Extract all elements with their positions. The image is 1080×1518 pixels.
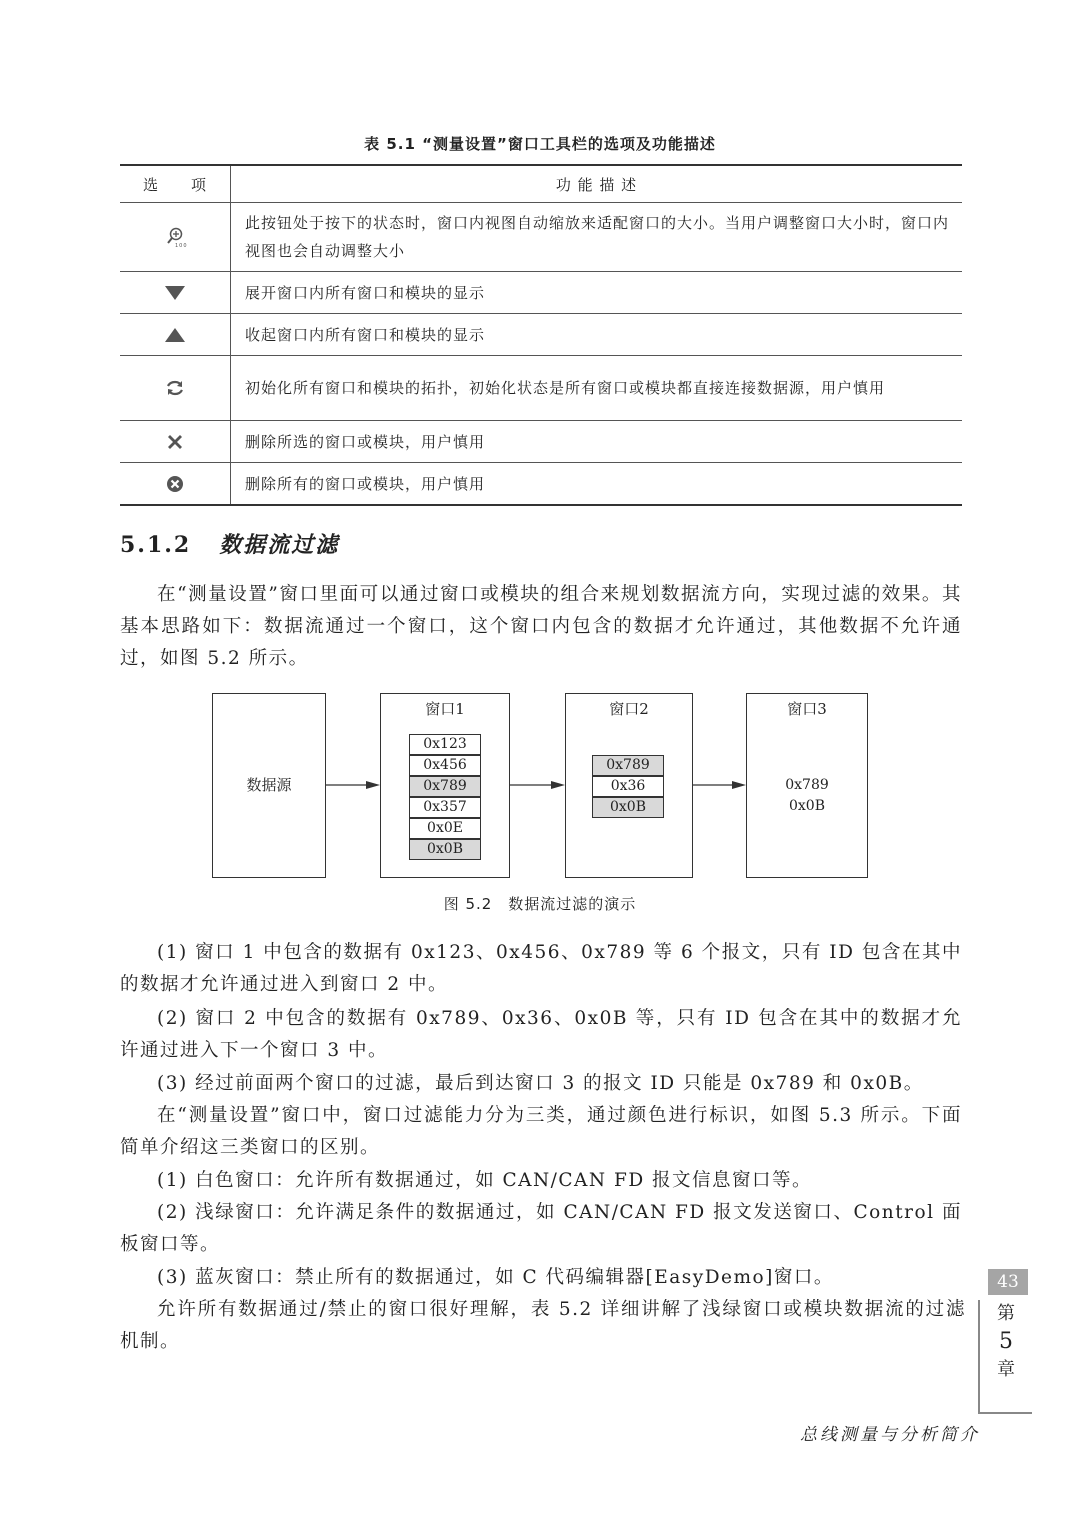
page-number: 43 [988,1269,1028,1295]
section-number: 5.1.2 [120,532,192,558]
arrow-window2-to-window3 [693,781,746,789]
expand-triangle-down-icon [164,285,186,301]
window3-box [746,693,868,878]
options-table [120,164,962,506]
window1-title: 窗口1 [425,700,465,718]
window1-item: 0x456 [409,755,481,776]
col-header-desc: 功 能 描 述 [231,165,963,203]
chapter-number: 5 [999,1329,1013,1354]
paragraph-white: (1) 白色窗口：允许所有数据通过，如 CAN/CAN FD 报文信息窗口等。 [157,1170,813,1191]
window1-item: 0x789 [409,776,481,797]
paragraph-closing: 允许所有数据通过/禁止的窗口很好理解，表 5.2 详细讲解了浅绿窗口或模块数据流的过滤机制。 [120,1299,966,1352]
arrow-window1-to-window2 [510,781,565,789]
row-desc-collapse: 收起窗口内所有窗口和模块的显示 [231,314,963,356]
intro-paragraph: 在“测量设置”窗口里面可以通过窗口或模块的组合来规划数据流方向，实现过滤的效果。其基本思路如下：数据流通过一个窗口，这个窗口内包含的数据才允许通过，其他数据不允许通过，如图 5.2 所示。 [120,584,962,669]
window2-item: 0x789 [592,755,664,776]
arrow-source-to-window1 [326,781,380,789]
chapter-prefix: 第 [997,1303,1015,1324]
window2-item: 0x36 [592,776,664,797]
window2-box [565,693,693,878]
window1-box [380,693,510,878]
paragraph-item-2: (2) 窗口 2 中包含的数据有 0x789、0x36、0x0B 等，只有 ID 包含在其中的数据才允许通过进入下一个窗口 3 中。 [120,1008,962,1061]
delete-x-icon [167,434,183,450]
window1-item: 0x123 [409,734,481,755]
window1-item: 0x0E [409,818,481,839]
collapse-triangle-up-icon [164,327,186,343]
window1-item: 0x0B [409,839,481,860]
row-desc-reset: 初始化所有窗口和模块的拓扑，初始化状态是所有窗口或模块都直接连接数据源，用户慎用 [231,356,963,421]
paragraph-classes: 在“测量设置”窗口中，窗口过滤能力分为三类，通过颜色进行标识，如图 5.3 所示。下面简单介绍这三类窗口的区别。 [120,1105,962,1158]
paragraph-green: (2) 浅绿窗口：允许满足条件的数据通过，如 CAN/CAN FD 报文发送窗口、Control 面板窗口等。 [120,1202,962,1255]
window2-item: 0x0B [592,797,664,818]
table-row [120,314,962,356]
paragraph-item-3: (3) 经过前面两个窗口的过滤，最后到达窗口 3 的报文 ID 只能是 0x789 和 0x0B。 [157,1073,924,1094]
delete-all-circle-x-icon [166,475,184,493]
data-source-box [212,693,326,878]
table-row [120,421,962,463]
section-heading [120,528,339,559]
chapter-suffix: 章 [997,1359,1015,1380]
col-header-option: 选 项 [120,165,231,203]
row-desc-zoom: 此按钮处于按下的状态时，窗口内视图自动缩放来适配窗口的大小。当用户调整窗口大小时，窗口内视图也会自动调整大小 [231,203,963,272]
figure-caption: 图 5.2 数据流过滤的演示 [443,895,637,913]
table-row [120,272,962,314]
section-title: 数据流过滤 [219,532,340,558]
footer-title: 总线测量与分析简介 [800,1425,980,1445]
window3-title: 窗口3 [787,700,827,718]
svg-text:100: 100 [175,243,188,249]
window3-item: 0x0B [789,798,825,814]
chapter-tab [978,1300,1032,1414]
window1-item: 0x357 [409,797,481,818]
data-source-label: 数据源 [246,776,292,794]
zoom-fit-icon [165,226,188,249]
table-caption: 表 5.1 “测量设置”窗口工具栏的选项及功能描述 [364,135,716,153]
refresh-arrows-icon [166,379,184,397]
window3-item: 0x789 [785,777,829,793]
table-row [120,463,962,506]
paragraph-item-1: (1) 窗口 1 中包含的数据有 0x123、0x456、0x789 等 6 个报文，只有 ID 包含在其中的数据才允许通过进入到窗口 2 中。 [120,942,962,995]
table-row [120,356,962,421]
paragraph-bluegray: (3) 蓝灰窗口：禁止所有的数据通过，如 C 代码编辑器[EasyDemo]窗口。 [157,1267,834,1288]
row-desc-expand: 展开窗口内所有窗口和模块的显示 [231,272,963,314]
row-desc-delete-all: 删除所有的窗口或模块，用户慎用 [231,463,963,506]
table-row [120,203,962,272]
window2-title: 窗口2 [609,700,649,718]
row-desc-delete: 删除所选的窗口或模块，用户慎用 [231,421,963,463]
